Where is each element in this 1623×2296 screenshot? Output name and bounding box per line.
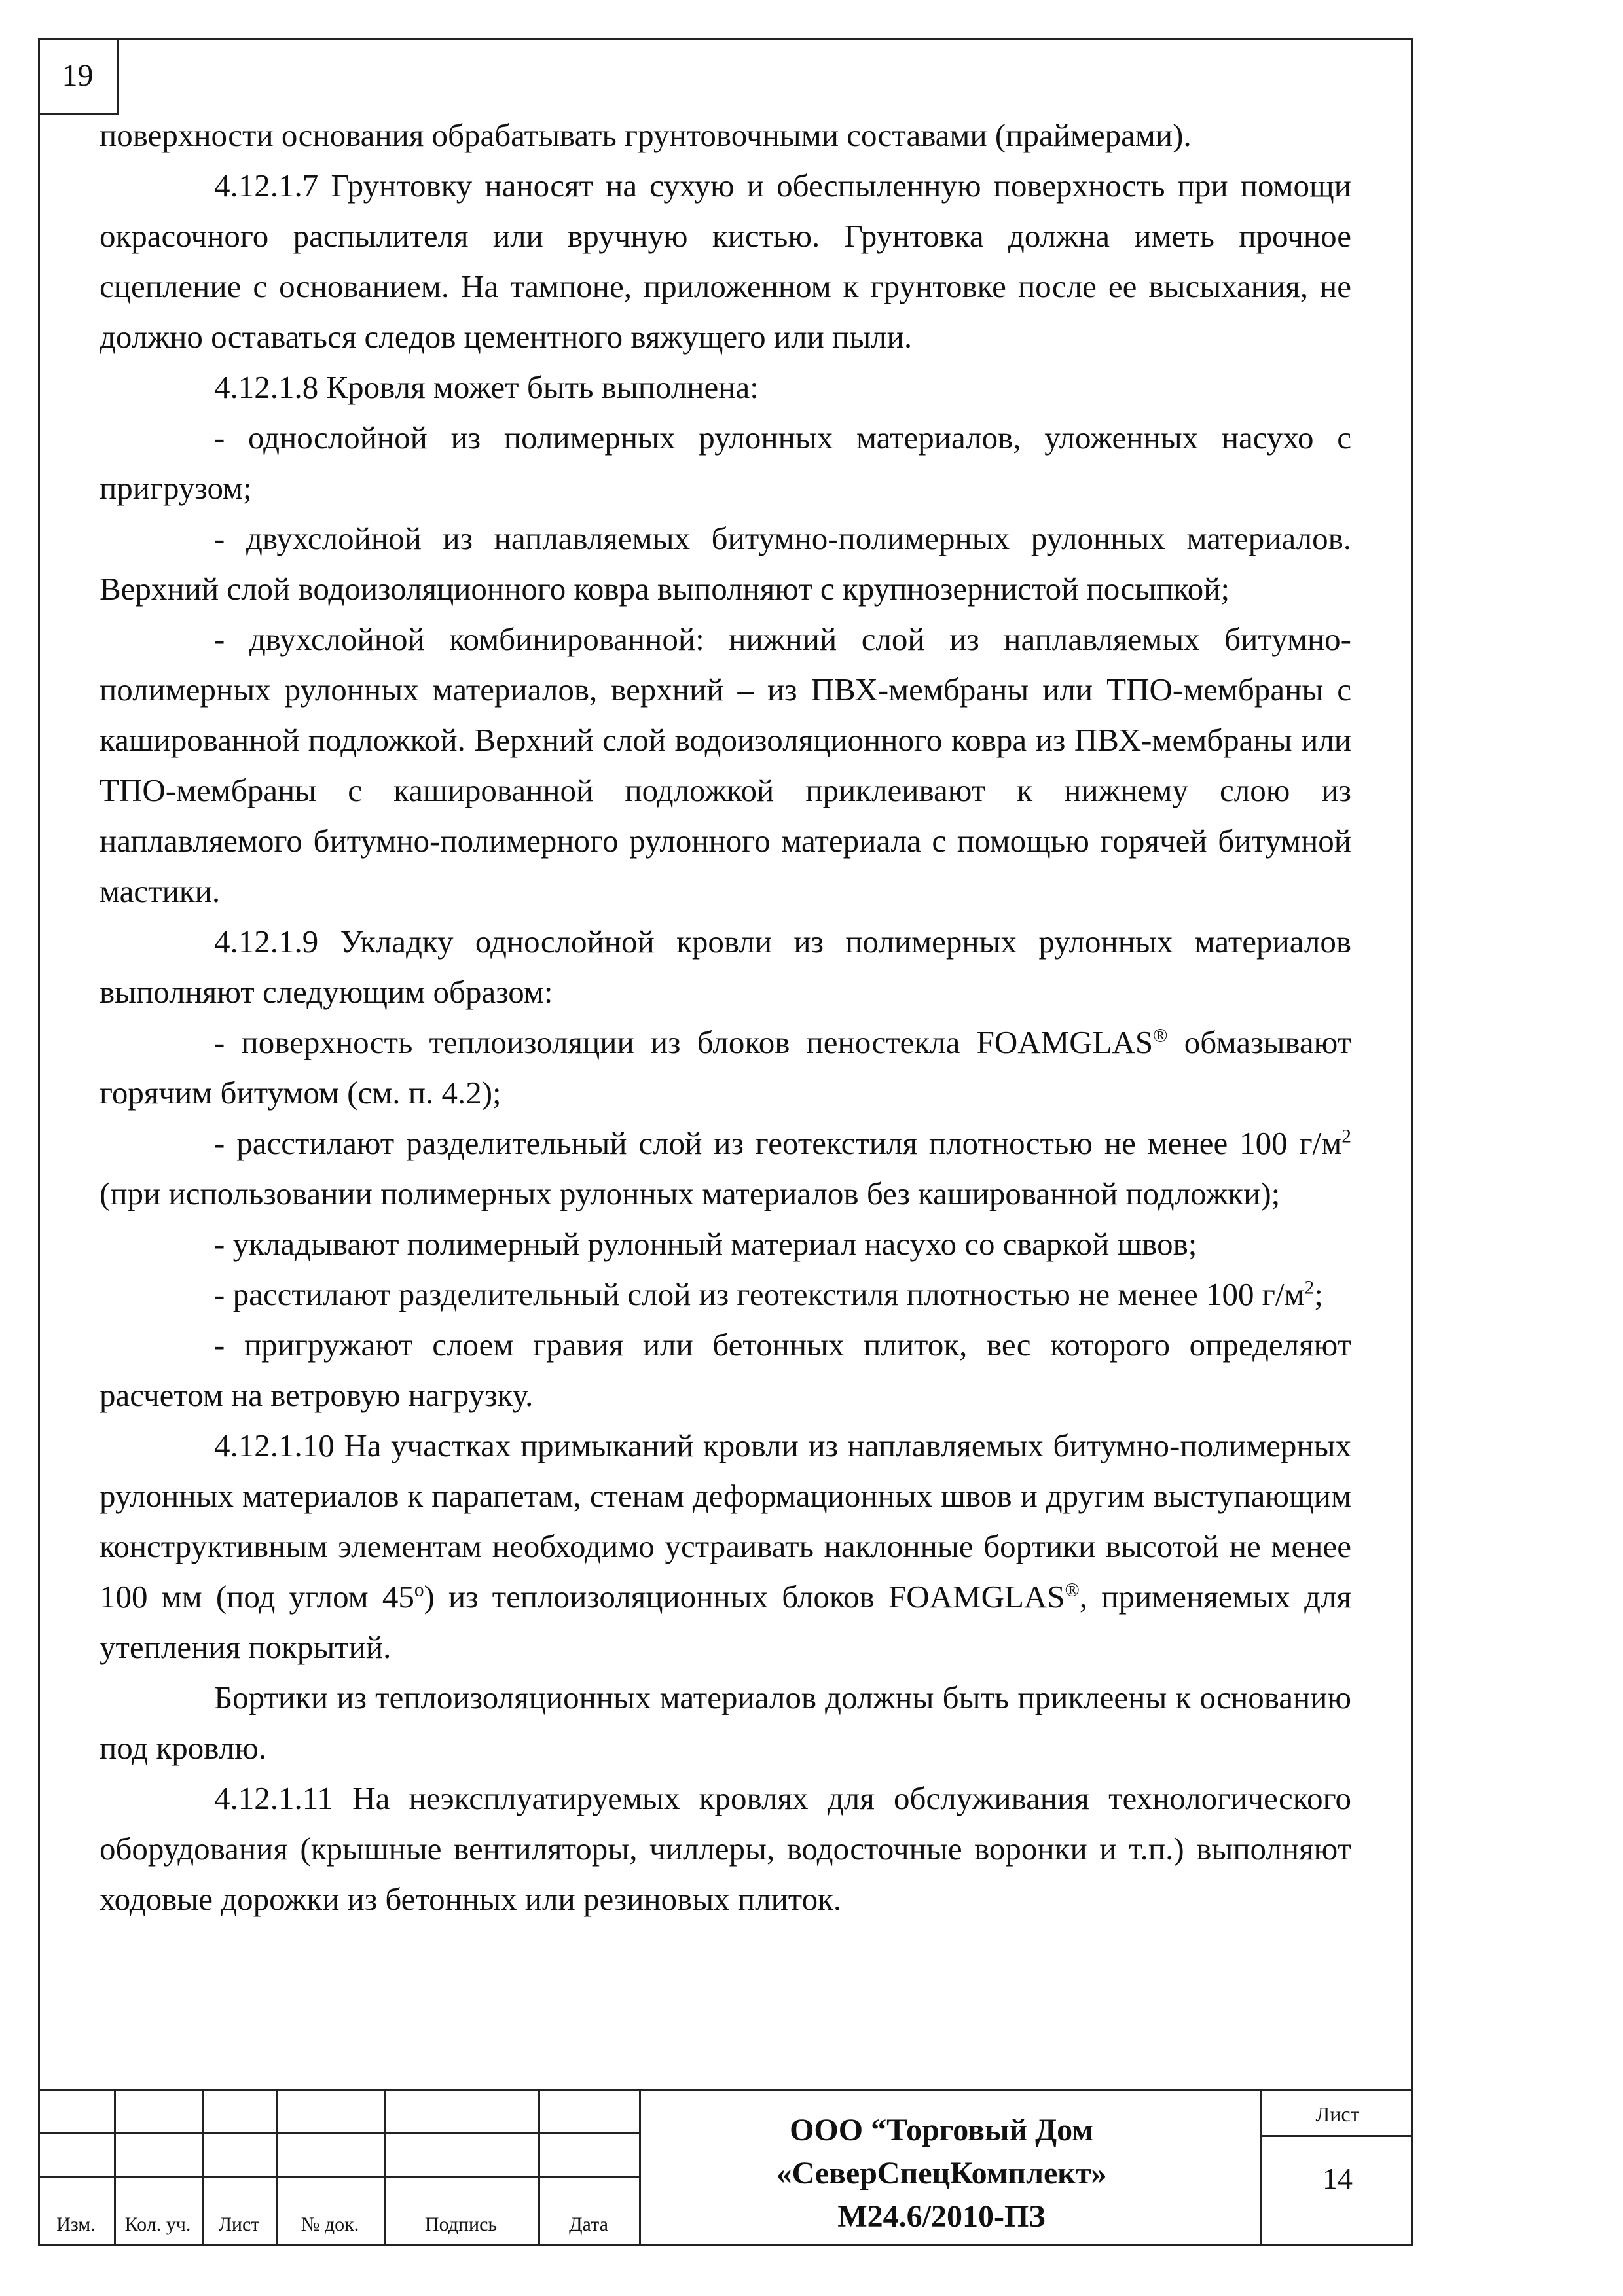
- list-item-double-layer: - двухслойной из наплавляемых битумно-полимерных рулонных материалов. Верхний слой водоизоляционного ковра выполняют с крупнозернистой посыпкой;: [100, 520, 1351, 607]
- geotextile-1-text: - расстилают разделительный слой из геотекстиля плотностью не менее 100 г/м: [214, 1125, 1342, 1161]
- stamp-row-line: [38, 2176, 640, 2178]
- stamp-label-list: Лист: [218, 2214, 260, 2235]
- organization-name-line1: ООО “Торговый Дом: [790, 2113, 1093, 2147]
- sheet-label: Лист: [1315, 2102, 1360, 2126]
- superscript-2: 2: [1304, 1277, 1315, 1299]
- foamglas-text-cont: обмазывают горячим битумом (см. п. 4.2);: [100, 1024, 1352, 1111]
- geotextile-2-text-cont: ;: [1314, 1276, 1323, 1312]
- list-item-foamglas: [100, 1017, 1351, 1118]
- list-item-single-layer: - однослойной из полимерных рулонных материалов, уложенных насухо с пригрузом;: [100, 420, 1351, 506]
- stamp-top-line: [38, 2089, 1413, 2091]
- paragraph-4-12-1-9: 4.12.1.9 Укладку однослойной кровли из полимерных рулонных материалов выполняют следующим образом:: [100, 924, 1351, 1010]
- corner-page-number: [38, 38, 119, 115]
- degree-mark: о: [414, 1579, 424, 1601]
- list-item-dry-laying: - укладывают полимерный рулонный материал насухо со сваркой швов;: [214, 1226, 1197, 1262]
- foamglas-text: - поверхность теплоизоляции из блоков пеностекла FOAMGLAS: [214, 1024, 1154, 1060]
- paragraph-0: поверхности основания обрабатывать грунтовочными составами (праймерами).: [100, 117, 1192, 153]
- list-item-geotextile-2: [100, 1269, 1351, 1319]
- paragraph-4-12-1-8: 4.12.1.8 Кровля может быть выполнена:: [214, 369, 759, 405]
- document-code: М24.6/2010-ПЗ: [837, 2199, 1046, 2234]
- body-text: [100, 110, 1351, 1924]
- stamp-row-line: [38, 2132, 640, 2134]
- stamp-label-date: Дата: [569, 2214, 608, 2235]
- title-block-stamp: [38, 2089, 1413, 2246]
- paragraph-4-12-1-11: 4.12.1.11 На неэксплуатируемых кровлях для обслуживания технологического оборудования (крышные вентиляторы, чиллеры, водосточные воронки и т.п.) выполняют ходовые дорожки из бетонных или резиновых плиток.: [100, 1780, 1351, 1917]
- paragraph-4-12-1-7: 4.12.1.7 Грунтовку наносят на сухую и обеспыленную поверхность при помощи окрасочного распылителя или вручную кистью. Грунтовка должна иметь прочное сцепление с основанием. На тампоне, приложенном к грунтовке после ее высыхания, не должно оставаться следов цементного вяжущего или пыли.: [100, 168, 1351, 355]
- registered-mark: ®: [1065, 1579, 1080, 1601]
- stamp-label-izm: Изм.: [56, 2214, 96, 2235]
- corner-page-number-text: 19: [62, 58, 94, 93]
- paragraph-4-12-1-10: [100, 1420, 1351, 1672]
- list-item-combined: - двухслойной комбинированной: нижний слой из наплавляемых битумно-полимерных рулонных материалов, верхний – из ПВХ-мембраны или ТПО-мембраны с кашированной подложкой. Верхний слой водоизоляционного ковра из ПВХ-мембраны или ТПО-мембраны с кашированной подложкой приклеивают к нижнему слою из наплавляемого битумно-полимерного рулонного материала с помощью горячей битумной мастики.: [100, 621, 1351, 909]
- item-10-text-cont: ) из теплоизоляционных блоков FOAMGLAS: [424, 1579, 1065, 1615]
- list-item-ballast: - пригружают слоем гравия или бетонных плиток, вес которого определяют расчетом на ветровую нагрузку.: [100, 1327, 1351, 1413]
- geotextile-2-text: - расстилают разделительный слой из геотекстиля плотностью не менее 100 г/м: [214, 1276, 1305, 1312]
- stamp-label-doc-no: № док.: [301, 2214, 359, 2235]
- geotextile-1-text-cont: (при использовании полимерных рулонных материалов без кашированной подложки);: [100, 1175, 1281, 1211]
- paragraph-borders: Бортики из теплоизоляционных материалов должны быть приклеены к основанию под кровлю.: [100, 1679, 1351, 1766]
- organization-block: [634, 2109, 1249, 2238]
- sheet-number: 14: [1322, 2162, 1353, 2195]
- stamp-sheet-line: [1260, 2135, 1413, 2137]
- superscript-2: 2: [1341, 1126, 1351, 1147]
- stamp-label-signature: Подпись: [424, 2214, 498, 2235]
- registered-mark: ®: [1153, 1025, 1168, 1047]
- organization-name-line2: «СеверСпецКомплект»: [776, 2156, 1107, 2191]
- item-10-text: 4.12.1.10 На участках примыканий кровли из наплавляемых битумно-полимерных рулонных материалов к парапетам, стенам деформационных швов и другим выступающим конструктивным элементам необходимо устраивать наклонные бортики высотой не менее 100 мм (под углом 45: [100, 1427, 1351, 1615]
- list-item-geotextile-1: [100, 1118, 1351, 1219]
- stamp-col-line: [1260, 2089, 1262, 2246]
- item-10-text-end: , применяемых для утепления покрытий.: [100, 1579, 1351, 1665]
- stamp-label-kol-uch: Кол. уч.: [124, 2214, 191, 2235]
